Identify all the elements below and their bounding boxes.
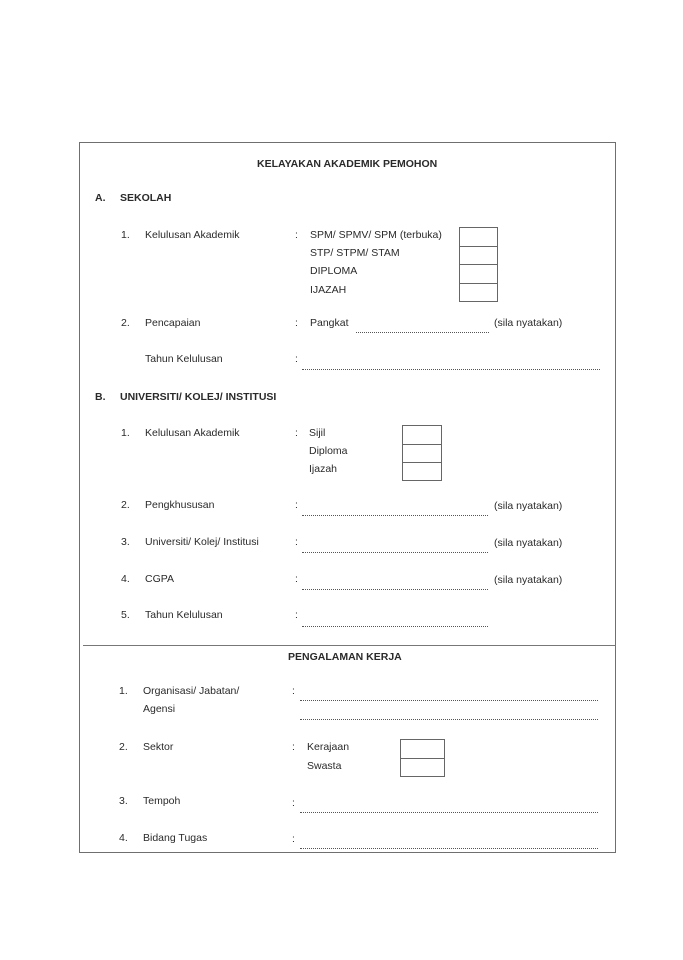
section-a-heading: SEKOLAH: [120, 192, 172, 204]
b1-option-diploma: Diploma: [309, 445, 348, 457]
a2-hint: (sila nyatakan): [494, 317, 563, 329]
checkbox-diploma-b[interactable]: [403, 445, 441, 464]
c3-field[interactable]: [300, 812, 598, 813]
c2-option-swasta: Swasta: [307, 760, 342, 772]
a3-colon: :: [295, 353, 298, 365]
b1-option-ijazah: Ijazah: [309, 463, 338, 475]
b3-label: Universiti/ Kolej/ Institusi: [145, 536, 259, 548]
a2-prefix: Pangkat: [310, 317, 349, 329]
a1-option-spm: SPM/ SPMV/ SPM (terbuka): [310, 229, 442, 241]
c2-number: 2.: [119, 741, 128, 753]
section-a-letter: A.: [95, 192, 106, 204]
b1-number: 1.: [121, 427, 130, 439]
b2-hint: (sila nyatakan): [494, 500, 563, 512]
c2-label: Sektor: [143, 741, 174, 753]
b2-colon: :: [295, 499, 298, 511]
b5-label: Tahun Kelulusan: [145, 609, 223, 621]
b4-hint: (sila nyatakan): [494, 574, 563, 586]
checkbox-ijazah[interactable]: [460, 284, 497, 301]
b5-field[interactable]: [302, 626, 488, 627]
a1-option-ijazah: IJAZAH: [310, 284, 347, 296]
b4-colon: :: [295, 573, 298, 585]
a1-label: Kelulusan Akademik: [145, 229, 240, 241]
a3-label: Tahun Kelulusan: [145, 353, 223, 365]
b4-field[interactable]: [302, 589, 488, 590]
c1-field-line2[interactable]: [300, 719, 598, 720]
c2-option-kerajaan: Kerajaan: [307, 741, 350, 753]
c2-checkbox-group: [400, 739, 445, 777]
b1-colon: :: [295, 427, 298, 439]
b4-label: CGPA: [145, 573, 174, 585]
section-b-heading: UNIVERSITI/ KOLEJ/ INSTITUSI: [120, 391, 277, 403]
b1-label: Kelulusan Akademik: [145, 427, 240, 439]
c4-field[interactable]: [300, 848, 598, 849]
b2-field[interactable]: [302, 515, 488, 516]
c2-colon: :: [292, 741, 295, 753]
a3-tahun-field[interactable]: [302, 369, 600, 370]
form-title: KELAYAKAN AKADEMIK PEMOHON: [257, 158, 438, 170]
checkbox-diploma[interactable]: [460, 265, 497, 284]
a1-colon: :: [295, 229, 298, 241]
checkbox-stpm[interactable]: [460, 247, 497, 266]
c3-label: Tempoh: [143, 795, 181, 807]
checkbox-spm[interactable]: [460, 228, 497, 247]
a1-option-stpm: STP/ STPM/ STAM: [310, 247, 400, 259]
a2-label: Pencapaian: [145, 317, 201, 329]
section-c-heading: PENGALAMAN KERJA: [288, 651, 402, 663]
b5-colon: :: [295, 609, 298, 621]
a1-checkbox-group: [459, 227, 498, 302]
c4-label: Bidang Tugas: [143, 832, 208, 844]
c4-colon: :: [292, 833, 295, 845]
c3-colon: :: [292, 797, 295, 809]
b3-colon: :: [295, 536, 298, 548]
c1-label-line2: Agensi: [143, 703, 176, 715]
b1-option-sijil: Sijil: [309, 427, 326, 439]
c4-number: 4.: [119, 832, 128, 844]
checkbox-sijil[interactable]: [403, 426, 441, 445]
c1-colon: :: [292, 685, 295, 697]
b2-label: Pengkhususan: [145, 499, 215, 511]
c3-number: 3.: [119, 795, 128, 807]
b3-field[interactable]: [302, 552, 488, 553]
checkbox-ijazah-b[interactable]: [403, 463, 441, 480]
a2-pangkat-field[interactable]: [356, 332, 489, 333]
a1-number: 1.: [121, 229, 130, 241]
a2-number: 2.: [121, 317, 130, 329]
b2-number: 2.: [121, 499, 130, 511]
b1-checkbox-group: [402, 425, 442, 481]
c1-number: 1.: [119, 685, 128, 697]
a2-colon: :: [295, 317, 298, 329]
b3-number: 3.: [121, 536, 130, 548]
section-b-letter: B.: [95, 391, 106, 403]
checkbox-swasta[interactable]: [401, 759, 444, 776]
checkbox-kerajaan[interactable]: [401, 740, 444, 759]
a1-option-diploma: DIPLOMA: [310, 265, 358, 277]
c1-label: Organisasi/ Jabatan/: [143, 685, 240, 697]
c1-field-line1[interactable]: [300, 700, 598, 701]
b3-hint: (sila nyatakan): [494, 537, 563, 549]
section-divider: [83, 645, 616, 646]
b4-number: 4.: [121, 573, 130, 585]
b5-number: 5.: [121, 609, 130, 621]
